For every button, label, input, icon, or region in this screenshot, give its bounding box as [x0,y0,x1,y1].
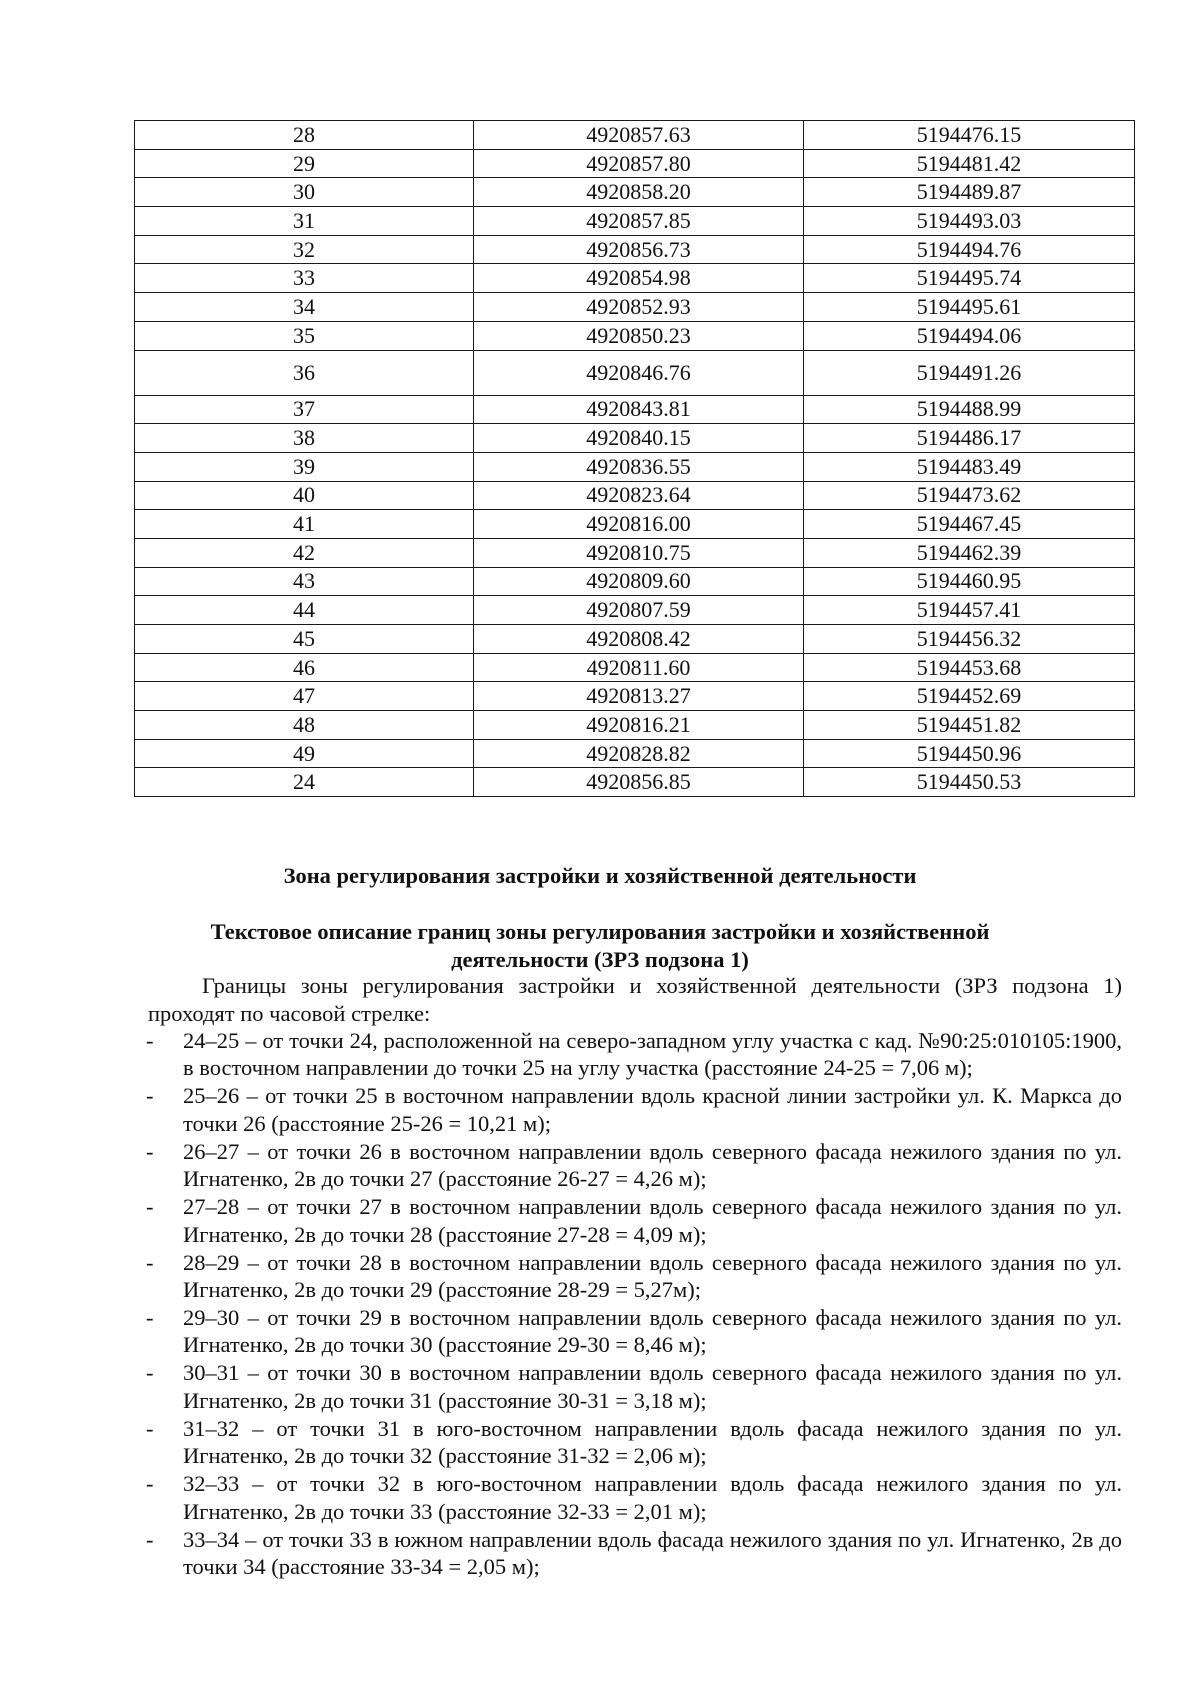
table-row [135,596,1135,625]
table-row [135,121,1135,150]
x-coordinate-cell: 4920836.55 [474,452,804,481]
table-row [135,235,1135,264]
point-number-cell: 44 [135,596,474,625]
point-number-cell: 45 [135,625,474,654]
bullet-dash: - [146,1526,154,1552]
table-row [135,264,1135,293]
point-number-cell: 47 [135,682,474,711]
x-coordinate-cell: 4920850.23 [474,321,804,350]
segment-text: 27–28 – от точки 27 в восточном направлении вдоль северного фасада нежилого здания по ул. Игнатенко, 2в до точки 28 (расстояние 27-28 = 4,09 м); [183,1194,1122,1247]
table-row [135,424,1135,453]
list-item [138,1526,1122,1581]
table-row [135,178,1135,207]
bullet-dash: - [146,1471,154,1497]
x-coordinate-cell: 4920816.00 [474,510,804,539]
bullet-dash: - [146,1305,154,1331]
point-number-cell: 40 [135,481,474,510]
list-item [138,1027,1122,1082]
y-coordinate-cell: 5194495.61 [804,293,1135,322]
x-coordinate-cell: 4920808.42 [474,625,804,654]
x-coordinate-cell: 4920858.20 [474,178,804,207]
x-coordinate-cell: 4920856.73 [474,235,804,264]
boundary-segments-list [138,1027,1122,1581]
x-coordinate-cell: 4920852.93 [474,293,804,322]
y-coordinate-cell: 5194491.26 [804,350,1135,395]
x-coordinate-cell: 4920823.64 [474,481,804,510]
bullet-dash: - [146,1415,154,1441]
point-number-cell: 36 [135,350,474,395]
table-row [135,207,1135,236]
y-coordinate-cell: 5194462.39 [804,538,1135,567]
bullet-dash: - [146,1028,154,1053]
x-coordinate-cell: 4920809.60 [474,567,804,596]
coordinates-table [134,120,1135,797]
table-row [135,293,1135,322]
list-item [138,1304,1122,1359]
description-title [0,918,1200,974]
intro-paragraph [148,972,1122,1028]
point-number-cell: 31 [135,207,474,236]
list-item [138,1470,1122,1525]
segment-text: 32–33 – от точки 32 в юго-восточном направлении вдоль фасада нежилого здания по ул. Игнатенко, 2в до точки 33 (расстояние 32-33 = 2,01 м); [183,1471,1122,1524]
point-number-cell: 43 [135,567,474,596]
table-row [135,768,1135,797]
segment-text: 26–27 – от точки 26 в восточном направлении вдоль северного фасада нежилого здания по ул. Игнатенко, 2в до точки 27 (расстояние 26-27 = 4,26 м); [183,1138,1122,1192]
y-coordinate-cell: 5194476.15 [804,121,1135,150]
x-coordinate-cell: 4920857.80 [474,149,804,178]
list-item [138,1249,1122,1304]
x-coordinate-cell: 4920856.85 [474,768,804,797]
table-row [135,739,1135,768]
x-coordinate-cell: 4920857.63 [474,121,804,150]
bullet-dash: - [146,1138,154,1164]
x-coordinate-cell: 4920828.82 [474,739,804,768]
y-coordinate-cell: 5194494.06 [804,321,1135,350]
table-row [135,682,1135,711]
bullet-dash: - [146,1194,154,1220]
y-coordinate-cell: 5194453.68 [804,653,1135,682]
point-number-cell: 33 [135,264,474,293]
description-title-line2: деятельности (ЗРЗ подзона 1) [451,947,749,972]
y-coordinate-cell: 5194451.82 [804,711,1135,740]
table-row [135,653,1135,682]
point-number-cell: 48 [135,711,474,740]
point-number-cell: 46 [135,653,474,682]
table-row [135,452,1135,481]
point-number-cell: 29 [135,149,474,178]
table-row [135,567,1135,596]
x-coordinate-cell: 4920843.81 [474,395,804,424]
table-row [135,395,1135,424]
bullet-dash: - [146,1083,154,1109]
y-coordinate-cell: 5194488.99 [804,395,1135,424]
x-coordinate-cell: 4920811.60 [474,653,804,682]
segment-text: 28–29 – от точки 28 в восточном направлении вдоль северного фасада нежилого здания по ул. Игнатенко, 2в до точки 29 (расстояние 28-29 = 5,27м); [183,1249,1122,1303]
table-row [135,350,1135,395]
segment-text: 25–26 – от точки 25 в восточном направлении вдоль красной линии застройки ул. К. Маркса до точки 26 (расстояние 25-26 = 10,21 м); [183,1083,1122,1136]
point-number-cell: 38 [135,424,474,453]
y-coordinate-cell: 5194486.17 [804,424,1135,453]
point-number-cell: 35 [135,321,474,350]
intro-text: Границы зоны регулирования застройки и хозяйственной деятельности (ЗРЗ подзона 1) проходят по часовой стрелке: [148,973,1122,1026]
list-item [138,1138,1122,1193]
point-number-cell: 32 [135,235,474,264]
segment-text: 33–34 – от точки 33 в южном направлении вдоль фасада нежилого здания по ул. Игнатенко, 2в до точки 34 (расстояние 33-34 = 2,05 м); [183,1526,1122,1580]
y-coordinate-cell: 5194457.41 [804,596,1135,625]
description-title-line1: Текстовое описание границ зоны регулирования застройки и хозяйственной [210,919,990,944]
point-number-cell: 37 [135,395,474,424]
bullet-dash: - [146,1249,154,1275]
list-item [138,1082,1122,1137]
x-coordinate-cell: 4920816.21 [474,711,804,740]
coordinates-table-body [135,121,1135,797]
list-item [138,1193,1122,1248]
y-coordinate-cell: 5194495.74 [804,264,1135,293]
x-coordinate-cell: 4920813.27 [474,682,804,711]
y-coordinate-cell: 5194473.62 [804,481,1135,510]
table-row [135,510,1135,539]
y-coordinate-cell: 5194467.45 [804,510,1135,539]
table-row [135,321,1135,350]
y-coordinate-cell: 5194483.49 [804,452,1135,481]
x-coordinate-cell: 4920846.76 [474,350,804,395]
table-row [135,481,1135,510]
zone-title: Зона регулирования застройки и хозяйственной деятельности [283,863,917,888]
y-coordinate-cell: 5194493.03 [804,207,1135,236]
segment-text: 24–25 – от точки 24, расположенной на северо-западном углу участка с кад. №90:25:010105:1900, в восточном направлении до точки 25 на углу участка (расстояние 24-25 = 7,06 м); [183,1028,1122,1081]
x-coordinate-cell: 4920857.85 [474,207,804,236]
point-number-cell: 42 [135,538,474,567]
point-number-cell: 49 [135,739,474,768]
point-number-cell: 34 [135,293,474,322]
y-coordinate-cell: 5194456.32 [804,625,1135,654]
y-coordinate-cell: 5194460.95 [804,567,1135,596]
table-row [135,538,1135,567]
y-coordinate-cell: 5194481.42 [804,149,1135,178]
y-coordinate-cell: 5194489.87 [804,178,1135,207]
point-number-cell: 24 [135,768,474,797]
point-number-cell: 30 [135,178,474,207]
point-number-cell: 41 [135,510,474,539]
point-number-cell: 39 [135,452,474,481]
table-row [135,711,1135,740]
bullet-dash: - [146,1360,154,1386]
point-number-cell: 28 [135,121,474,150]
y-coordinate-cell: 5194450.53 [804,768,1135,797]
segment-text: 31–32 – от точки 31 в юго-восточном направлении вдоль фасада нежилого здания по ул. Игнатенко, 2в до точки 32 (расстояние 31-32 = 2,06 м); [183,1415,1122,1469]
segment-text: 29–30 – от точки 29 в восточном направлении вдоль северного фасада нежилого здания по ул. Игнатенко, 2в до точки 30 (расстояние 29-30 = 8,46 м); [183,1305,1122,1358]
x-coordinate-cell: 4920854.98 [474,264,804,293]
y-coordinate-cell: 5194452.69 [804,682,1135,711]
table-row [135,149,1135,178]
x-coordinate-cell: 4920810.75 [474,538,804,567]
list-item [138,1415,1122,1470]
x-coordinate-cell: 4920807.59 [474,596,804,625]
y-coordinate-cell: 5194450.96 [804,739,1135,768]
y-coordinate-cell: 5194494.76 [804,235,1135,264]
table-row [135,625,1135,654]
list-item [138,1359,1122,1414]
x-coordinate-cell: 4920840.15 [474,424,804,453]
segment-text: 30–31 – от точки 30 в восточном направлении вдоль северного фасада нежилого здания по ул. Игнатенко, 2в до точки 31 (расстояние 30-31 = 3,18 м); [183,1360,1122,1413]
